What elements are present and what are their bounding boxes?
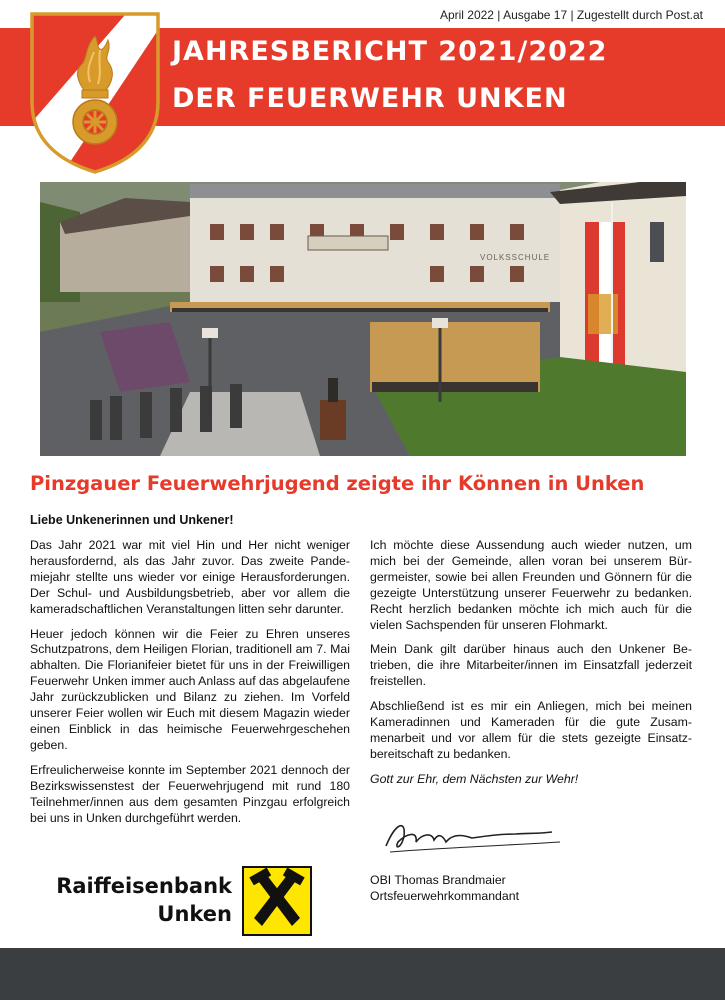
building-sign: VOLKSSCHULE (480, 253, 551, 262)
page-subtitle: DER FEUERWEHR UNKEN (172, 83, 568, 114)
motto: Gott zur Ehr, dem Nächsten zur Wehr! (370, 771, 579, 786)
paragraph: Das Jahr 2021 war mit viel Hin und Her nicht weniger herausfordernd, als das Jahr zuvor. Das zweite Pandemiejahr stellte uns wieder vor einige Herausforderungen. Der Schul- und Ausbildungsbetrieb, aber vor allem die kameradschaftlichen Veranstaltungen litten sehr darunter. (30, 538, 350, 616)
signer-title: Ortsfeuerwehrkommandant (370, 889, 519, 903)
sponsor-ad[interactable] (40, 866, 312, 936)
footer-bar (0, 948, 725, 1000)
left-column (30, 538, 350, 835)
right-column (370, 538, 692, 797)
fire-brigade-crest-icon (28, 10, 162, 176)
paragraph: Erfreulicherweise konnte im September 2021 dennoch der Bezirkswissenstest der Feuerwehrjugend mit rund 180 Teilnehmer/innen aus dem gesamten Pinzgau erfolgreich bei uns in Unken durchgeführt werden. (30, 762, 350, 825)
paragraph: Ich möchte diese Aussendung auch wieder nutzen, um mich bei der Gemeinde, allen voran bei unserem Bürgermeister, sowie bei allen Freunden und Gönnern für die gezeigte Unterstützung unserer Feuerwehr zu bedanken. Recht herzlich bedanken möchte ich mich auch für die vielen Sachspenden für unseren Flohmarkt. (370, 538, 692, 632)
article-headline: Pinzgauer Feuerwehrjugend zeigte ihr Können in Unken (30, 472, 645, 495)
signer-name: OBI Thomas Brandmaier (370, 873, 506, 887)
sponsor-name: Raiffeisenbank (56, 874, 232, 898)
paragraph: Mein Dank gilt darüber hinaus auch den Unkener Betrieben, die ihre Mitarbeiter/innen im Einsatzfall jederzeit freistellen. (370, 642, 692, 689)
issue-line: April 2022 | Ausgabe 17 | Zugestellt durch Post.at (439, 8, 703, 22)
paragraph: Heuer jedoch können wir die Feier zu Ehren unseres Schutzpatrons, dem Heiligen Florian, traditionell am 7. Mai abhalten. Die Florianifeier bietet für uns in der Freiwilligen Feuerwehr Unken immer auch Anlass auf das abgelaufene Jahr zurückzublicken und Bilanz zu ziehen. Im Vorfeld unserer Feier wollen wir Euch mit diesem Magazin wieder einen Einblick in das heimische Feuerwehrgeschehen geben. (30, 626, 350, 752)
paragraph: Abschließend ist es mir ein Anliegen, mich bei meinen Kameradinnen und Kameraden für die gute Zusammenarbeit und vor allem für die stets gezeigte Einsatzbereitschaft zu bedanken. (370, 699, 692, 761)
page-title: JAHRESBERICHT 2021/2022 (172, 36, 608, 67)
signer (370, 872, 519, 904)
photo-of-fire-brigade-assembly (40, 182, 686, 456)
raiffeisen-gable-cross-icon (242, 866, 312, 936)
sponsor-location: Unken (157, 902, 232, 926)
handwritten-signature (376, 812, 566, 860)
greeting: Liebe Unkenerinnen und Unkener! (30, 513, 234, 527)
